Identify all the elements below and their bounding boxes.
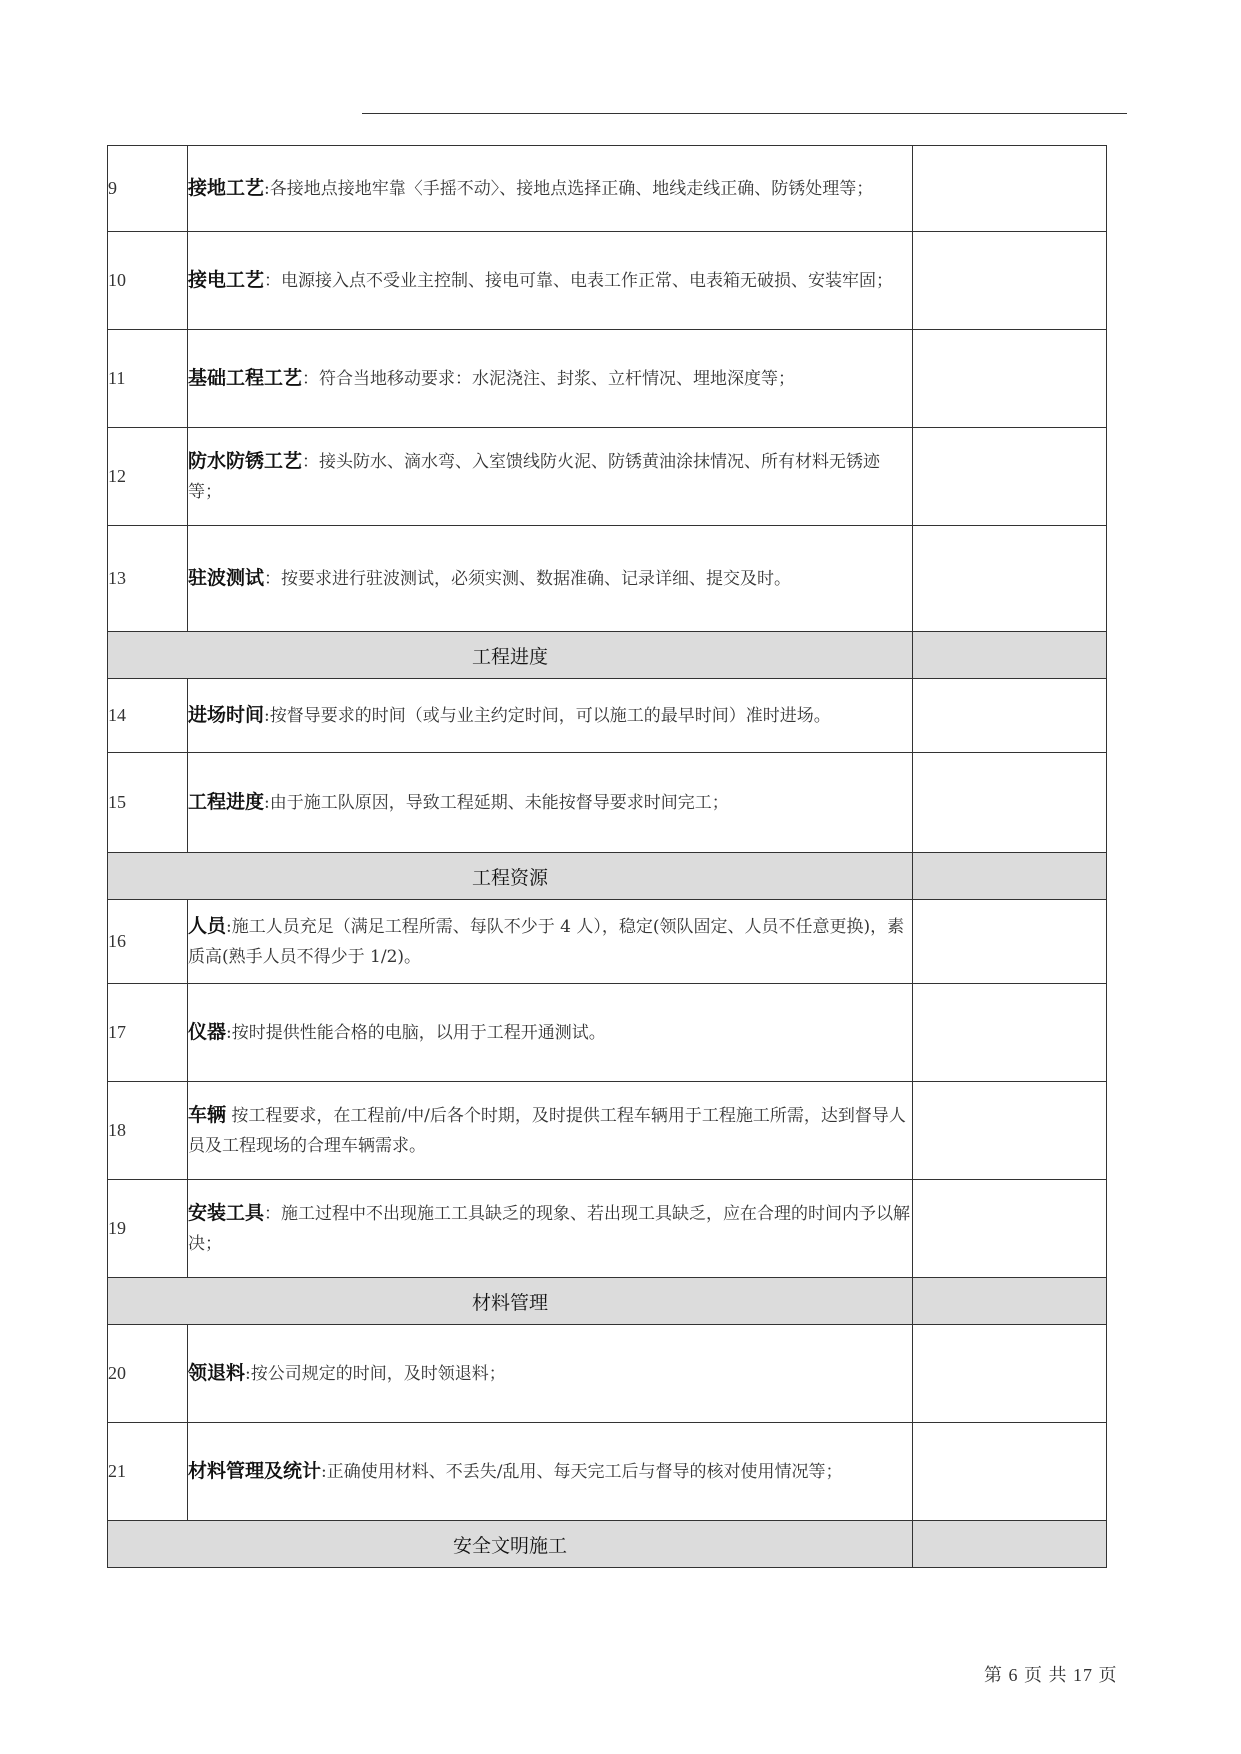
row-number: 11 — [108, 330, 188, 428]
row-separator: : — [264, 179, 270, 199]
row-blank-cell — [913, 984, 1107, 1082]
section-title: 材料管理 — [108, 1278, 913, 1325]
row-text: 按工程要求，在工程前/中/后各个时期，及时提供工程车辆用于工程施工所需，达到督导人员及工程现场的合理车辆需求。 — [188, 1106, 906, 1156]
row-text: 按公司规定的时间，及时领退料； — [250, 1364, 506, 1384]
row-text: 接头防水、滴水弯、入室馈线防火泥、防锈黄油涂抹情况、所有材料无锈迹等； — [188, 452, 881, 502]
row-text: 各接地点接地牢靠〈手摇不动〉、接地点选择正确、地线走线正确、防锈处理等； — [269, 179, 874, 199]
row-content — [188, 526, 913, 632]
row-blank-cell — [913, 232, 1107, 330]
row-term: 材料管理及统计 — [188, 1460, 322, 1482]
table-row — [108, 526, 1107, 632]
row-text: 按时提供性能合格的电脑，以用于工程开通测试。 — [231, 1023, 606, 1043]
row-separator: ： — [264, 569, 282, 589]
table-row — [108, 232, 1107, 330]
row-number: 20 — [108, 1325, 188, 1423]
row-separator: ： — [264, 271, 282, 291]
section-header-materials — [108, 1278, 1107, 1325]
table-row — [108, 984, 1107, 1082]
page-footer: 第 6 页 共 17 页 — [984, 1665, 1118, 1685]
row-content — [188, 1423, 913, 1521]
row-term: 防水防锈工艺 — [188, 450, 303, 472]
row-separator: ： — [264, 1204, 282, 1224]
row-term: 仪器 — [188, 1021, 227, 1043]
row-blank-cell — [913, 1325, 1107, 1423]
table-row — [108, 428, 1107, 526]
checklist-table — [107, 145, 1107, 1568]
section-title: 工程进度 — [108, 632, 913, 679]
row-term: 基础工程工艺 — [188, 367, 303, 389]
row-separator: ： — [302, 452, 320, 472]
table-row — [108, 1180, 1107, 1278]
table-row — [108, 1082, 1107, 1180]
row-content — [188, 330, 913, 428]
row-blank-cell — [913, 679, 1107, 753]
row-blank-cell — [913, 1082, 1107, 1180]
table-row — [108, 679, 1107, 753]
row-content — [188, 1325, 913, 1423]
section-title: 安全文明施工 — [108, 1521, 913, 1568]
row-content — [188, 1082, 913, 1180]
row-content — [188, 428, 913, 526]
row-blank-cell — [913, 146, 1107, 232]
row-text: 由于施工队原因，导致工程延期、未能按督导要求时间完工； — [269, 793, 729, 813]
row-text: 电源接入点不受业主控制、接电可靠、电表工作正常、电表箱无破损、安装牢固； — [281, 271, 894, 291]
section-blank-cell — [913, 1521, 1107, 1568]
row-separator: : — [245, 1364, 251, 1384]
table-row — [108, 146, 1107, 232]
row-text: 符合当地移动要求：水泥浇注、封浆、立杆情况、埋地深度等； — [319, 369, 796, 389]
row-term: 进场时间 — [188, 704, 265, 726]
row-number: 15 — [108, 753, 188, 853]
row-separator: : — [264, 706, 270, 726]
row-term: 接电工艺 — [188, 269, 265, 291]
row-number: 12 — [108, 428, 188, 526]
row-number: 9 — [108, 146, 188, 232]
row-number: 13 — [108, 526, 188, 632]
row-text: 按督导要求的时间（或与业主约定时间，可以施工的最早时间）准时进场。 — [269, 706, 831, 726]
row-number: 10 — [108, 232, 188, 330]
row-term: 安装工具 — [188, 1202, 265, 1224]
row-number: 16 — [108, 900, 188, 984]
row-term: 接地工艺 — [188, 177, 265, 199]
section-blank-cell — [913, 853, 1107, 900]
row-number: 18 — [108, 1082, 188, 1180]
row-term: 工程进度 — [188, 791, 265, 813]
row-content — [188, 1180, 913, 1278]
table-row — [108, 1423, 1107, 1521]
row-separator: : — [226, 917, 232, 937]
row-separator: : — [321, 1462, 327, 1482]
table-row — [108, 753, 1107, 853]
row-number: 17 — [108, 984, 188, 1082]
row-number: 19 — [108, 1180, 188, 1278]
table-row — [108, 900, 1107, 984]
row-blank-cell — [913, 330, 1107, 428]
row-content — [188, 232, 913, 330]
row-blank-cell — [913, 1180, 1107, 1278]
row-number: 14 — [108, 679, 188, 753]
row-separator: ： — [302, 369, 320, 389]
row-term: 领退料 — [188, 1362, 246, 1384]
header-rule — [362, 113, 1127, 114]
row-text: 按要求进行驻波测试，必须实测、数据准确、记录详细、提交及时。 — [281, 569, 792, 589]
table-row — [108, 330, 1107, 428]
row-number: 21 — [108, 1423, 188, 1521]
row-blank-cell — [913, 428, 1107, 526]
section-blank-cell — [913, 1278, 1107, 1325]
row-content — [188, 146, 913, 232]
section-header-resources — [108, 853, 1107, 900]
row-term: 车辆 — [188, 1104, 227, 1126]
row-term: 驻波测试 — [188, 567, 265, 589]
row-content — [188, 984, 913, 1082]
section-blank-cell — [913, 632, 1107, 679]
row-content — [188, 679, 913, 753]
row-blank-cell — [913, 1423, 1107, 1521]
row-separator: : — [226, 1023, 232, 1043]
row-text: 施工人员充足（满足工程所需、每队不少于 4 人），稳定(领队固定、人员不任意更换)，素质高(熟手人员不得少于 1/2)。 — [188, 917, 905, 967]
row-blank-cell — [913, 526, 1107, 632]
section-header-safety — [108, 1521, 1107, 1568]
row-separator: : — [264, 793, 270, 813]
row-blank-cell — [913, 753, 1107, 853]
row-text: 正确使用材料、不丢失/乱用、每天完工后与督导的核对使用情况等； — [326, 1462, 843, 1482]
row-content — [188, 900, 913, 984]
section-header-progress — [108, 632, 1107, 679]
row-blank-cell — [913, 900, 1107, 984]
row-text: 施工过程中不出现施工工具缺乏的现象、若出现工具缺乏，应在合理的时间内予以解决； — [188, 1204, 911, 1254]
row-content — [188, 753, 913, 853]
row-term: 人员 — [188, 915, 227, 937]
section-title: 工程资源 — [108, 853, 913, 900]
table-row — [108, 1325, 1107, 1423]
